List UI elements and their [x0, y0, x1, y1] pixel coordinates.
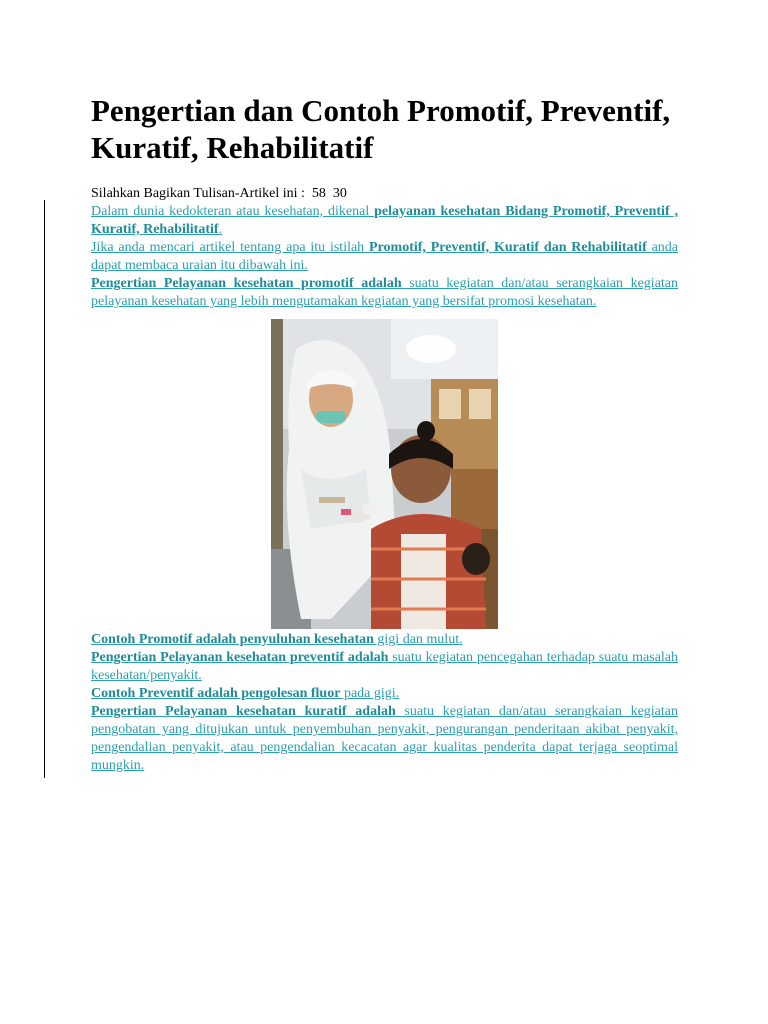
p4-text: gigi dan mulut.	[373, 632, 463, 647]
paragraph-preventif-example[interactable]	[91, 685, 678, 703]
paragraph-promotif-definition[interactable]	[91, 275, 678, 311]
share-count-1: 58	[311, 186, 326, 201]
p2-bold: Promotif, Preventif, Kuratif dan Rehabilitatif	[369, 240, 647, 255]
p6-text: pada gigi.	[340, 686, 400, 701]
p6-bold: Contoh Preventif adalah pengolesan fluor	[91, 686, 341, 701]
p5-bold: Pengertian Pelayanan kesehatan preventif adalah	[91, 650, 389, 665]
article-body	[91, 92, 678, 775]
share-line	[91, 185, 678, 203]
share-count-2: 30	[332, 186, 347, 201]
paragraph-search[interactable]	[91, 239, 678, 275]
p2-text: Jika anda mencari artikel tentang apa itu istilah	[91, 240, 370, 255]
margin-rule	[44, 200, 45, 778]
p1-bold: pelayanan kesehatan Bidang Promotif, Preventif , Kuratif, Rehabilitatif	[91, 204, 678, 237]
photo-illustration	[271, 319, 498, 629]
p1-end: .	[218, 222, 223, 237]
p5-text: suatu kegiatan pencegahan terhadap suatu masalah kesehatan/penyakit.	[91, 650, 679, 683]
article-photo	[271, 319, 498, 629]
p7-text: suatu kegiatan dan/atau serangkaian kegiatan pengobatan yang ditujukan untuk penyembuhan penyakit, pengurangan penderitaan akibat penyakit, pengendalian penyakit, atau pengendalian kecacatan agar kualitas penderita dapat terjaga seoptimal mungkin.	[91, 704, 679, 773]
paragraph-kuratif-definition[interactable]	[91, 703, 678, 775]
paragraph-promotif-example[interactable]	[91, 631, 678, 649]
p1-text: Dalam dunia kedokteran atau kesehatan, dikenal	[91, 204, 375, 219]
p4-bold: Contoh Promotif adalah penyuluhan kesehatan	[91, 632, 374, 647]
paragraph-preventif-definition[interactable]	[91, 649, 678, 685]
p7-bold: Pengertian Pelayanan kesehatan kuratif adalah	[91, 704, 396, 719]
article-title: Pengertian dan Contoh Promotif, Preventif, Kuratif, Rehabilitatif	[91, 93, 671, 165]
share-label: Silahkan Bagikan Tulisan-Artikel ini :	[91, 186, 305, 201]
p3-text: suatu kegiatan dan/atau serangkaian kegiatan pelayanan kesehatan yang lebih mengutamakan kegiatan yang bersifat promosi kesehatan.	[91, 276, 679, 309]
p2-end: anda dapat membaca uraian itu dibawah ini.	[91, 240, 678, 273]
p3-bold: Pengertian Pelayanan kesehatan promotif adalah	[91, 276, 402, 291]
paragraph-intro[interactable]	[91, 203, 678, 239]
